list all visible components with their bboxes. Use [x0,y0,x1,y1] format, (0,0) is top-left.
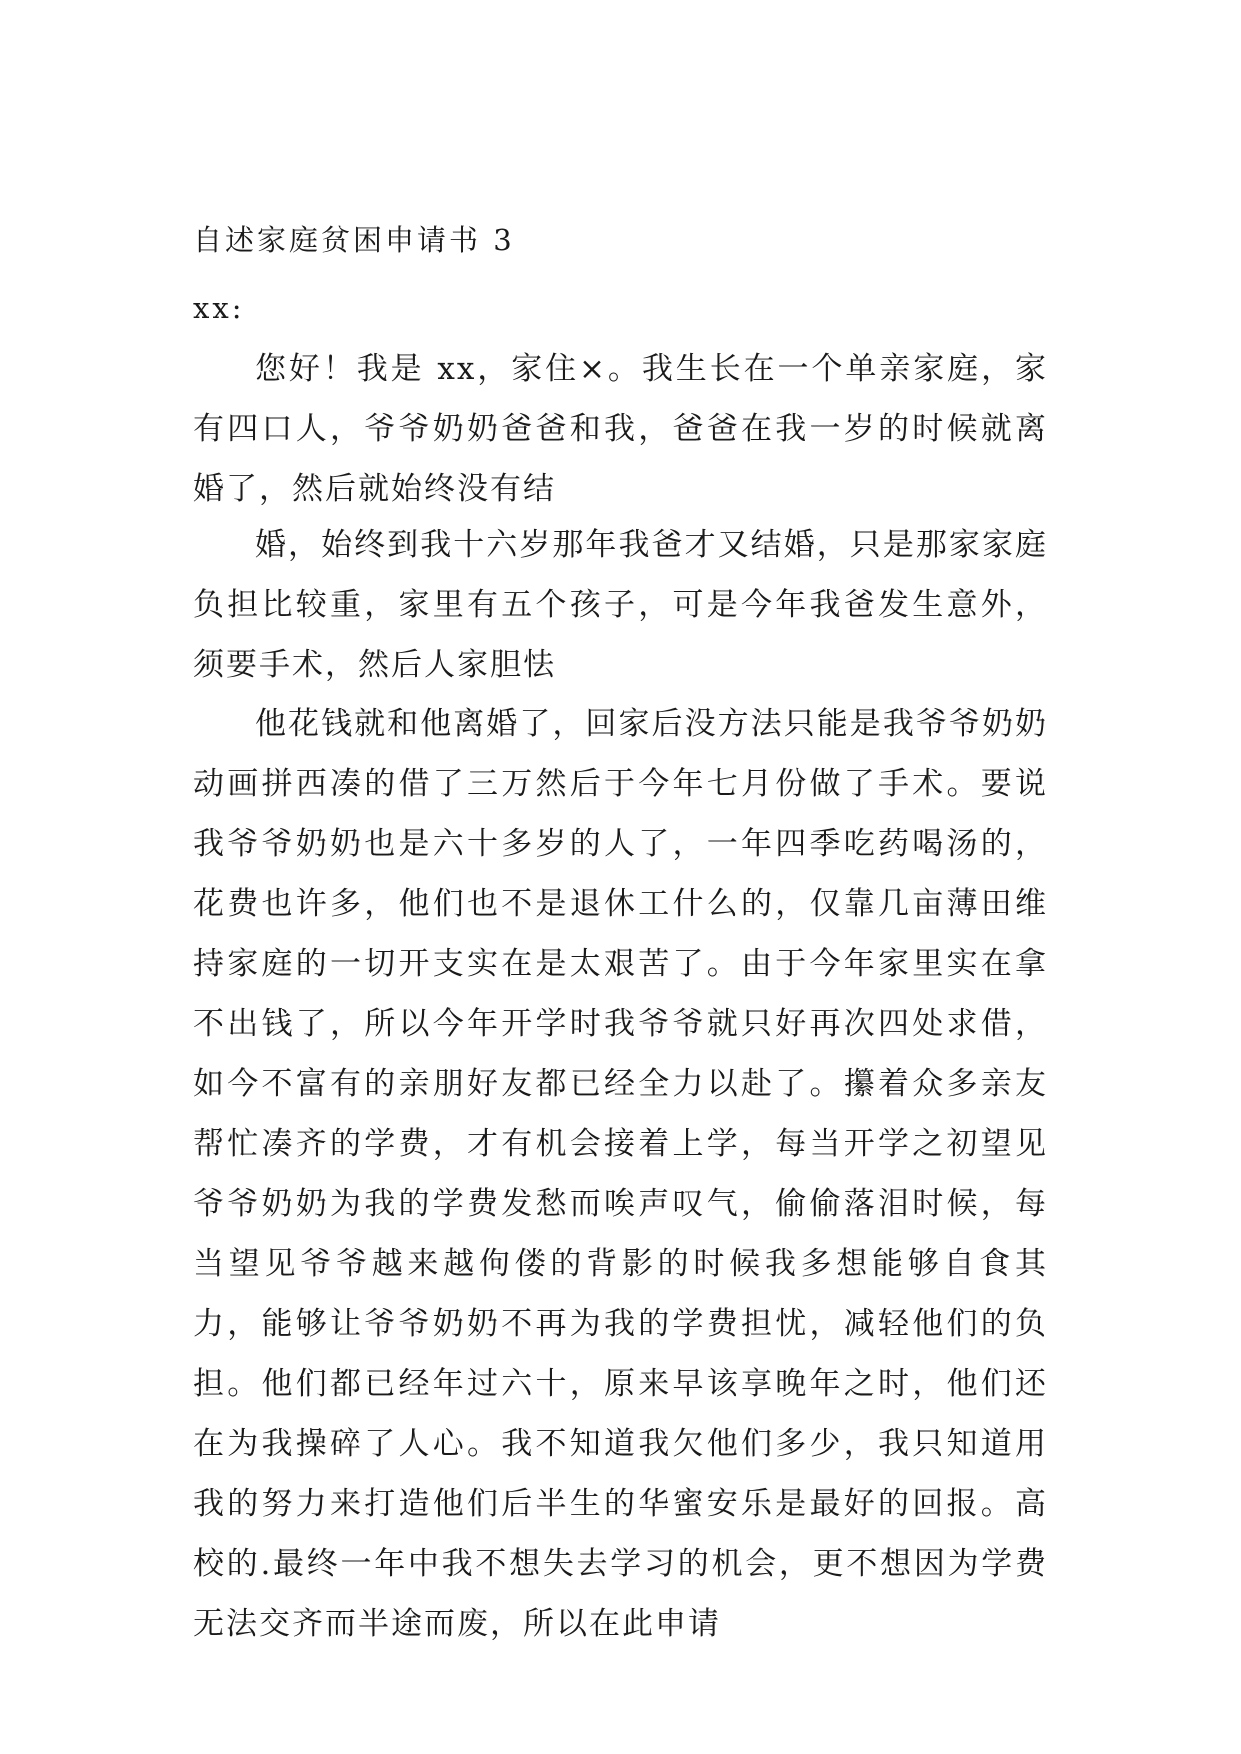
paragraph-3: 他花钱就和他离婚了，回家后没方法只能是我爷爷奶奶动画拼西凑的借了三万然后于今年七月份做了手术。要说我爷爷奶奶也是六十多岁的人了，一年四季吃药喝汤的，花费也许多，他们也不是退休工什么的，仅靠几亩薄田维持家庭的一切开支实在是太艰苦了。由于今年家里实在拿不出钱了，所以今年开学时我爷爷就只好再次四处求借，如今不富有的亲朋好友都已经全力以赴了。攥着众多亲友帮忙凑齐的学费，才有机会接着上学，每当开学之初望见爷爷奶奶为我的学费发愁而唉声叹气，偷偷落泪时候，每当望见爷爷越来越佝偻的背影的时候我多想能够自食其力，能够让爷爷奶奶不再为我的学费担忧，减轻他们的负担。他们都已经年过六十，原来早该享晚年之时，他们还在为我操碎了人心。我不知道我欠他们多少，我只知道用我的努力来打造他们后半生的华蜜安乐是最好的回报。高校的.最终一年中我不想失去学习的机会，更不想因为学费无法交齐而半途而废，所以在此申请 [193,706,1048,1642]
paragraph-1: 您好！我是 xx，家住×。我生长在一个单亲家庭，家有四口人，爷爷奶奶爸爸和我，爸爸在我一岁的时候就离婚了，然后就始终没有结 [193,351,1048,507]
paragraph-2: 婚，始终到我十六岁那年我爸才又结婚，只是那家家庭负担比较重，家里有五个孩子，可是今年我爸发生意外，须要手术，然后人家胆怯 [193,527,1048,683]
salutation: xx: [193,291,245,325]
document-title: 自述家庭贫困申请书 3 [193,223,515,257]
